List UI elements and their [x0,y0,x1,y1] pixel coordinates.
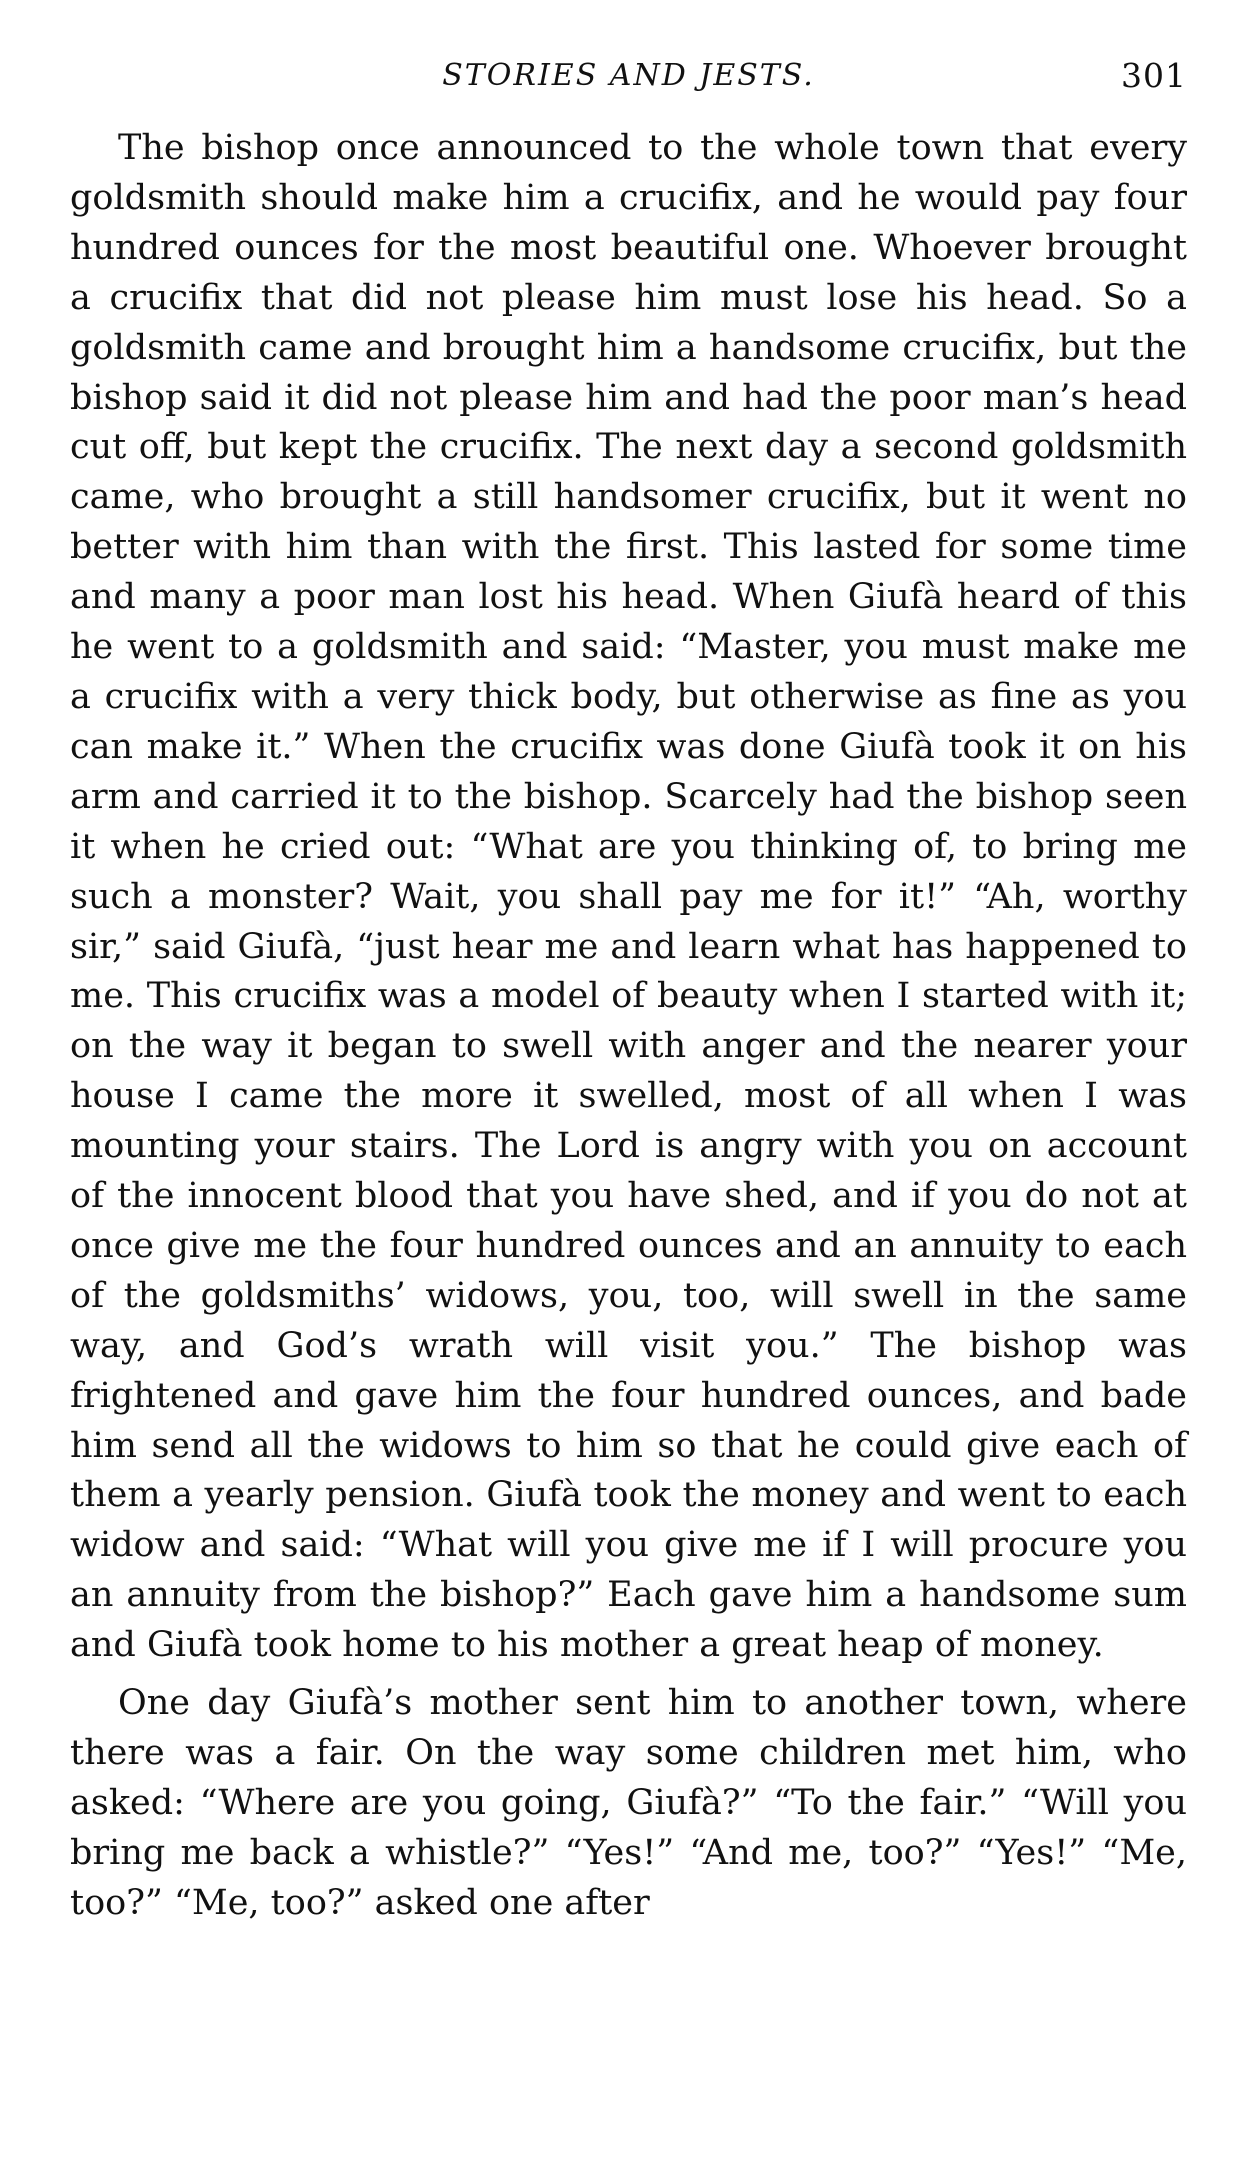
paragraph-bishop-crucifix: The bishop once announced to the whole town that every goldsmith should make him a crucifix, and he would pay four hundred ounces for the most beautiful one. Whoever brought a crucifix that did not please him must lose his head. So a goldsmith came and brought him a handsome crucifix, but the bishop said it did not please him and had the poor man’s head cut off, but kept the crucifix. The next day a second goldsmith came, who brought a still handsomer crucifix, but it went no better with him than with the first. This lasted for some time and many a poor man lost his head. When Giufà heard of this he went to a goldsmith and said: “Master, you must make me a crucifix with a very thick body, but otherwise as fine as you can make it.” When the crucifix was done Giufà took it on his arm and carried it to the bishop. Scarcely had the bishop seen it when he cried out: “What are you thinking of, to bring me such a monster? Wait, you shall pay me for it!” “Ah, worthy sir,” said Giufà, “just hear me and learn what has happened to me. This crucifix was a model of beauty when I started with it; on the way it began to swell with anger and the nearer your house I came the more it swelled, most of all when I was mounting your stairs. The Lord is angry with you on account of the innocent blood that you have shed, and if you do not at once give me the four hundred ounces and an annuity to each of the goldsmiths’ widows, you, too, will swell in the same way, and God’s wrath will visit you.” The bishop was frightened and gave him the four hundred ounces, and bade him send all the widows to him so that he could give each of them a yearly pension. Giufà took the money and went to each widow and said: “What will you give me if I will procure you an annuity from the bishop?” Each gave him a handsome sum and Giufà took home to his mother a great heap of money. [70,128,1187,1666]
body-text [70,124,1187,1929]
page-number: 301 [1121,56,1187,95]
running-head [70,56,1187,104]
paragraph-fair-whistles: One day Giufà’s mother sent him to another town, where there was a fair. On the way some children met him, who asked: “Where are you going, Giufà?” “To the fair.” “Will you bring me back a whistle?” “Yes!” “And me, too?” “Yes!” “Me, too?” “Me, too?” asked one after [70,1683,1187,1923]
running-title: STORIES AND JESTS. [442,58,815,93]
